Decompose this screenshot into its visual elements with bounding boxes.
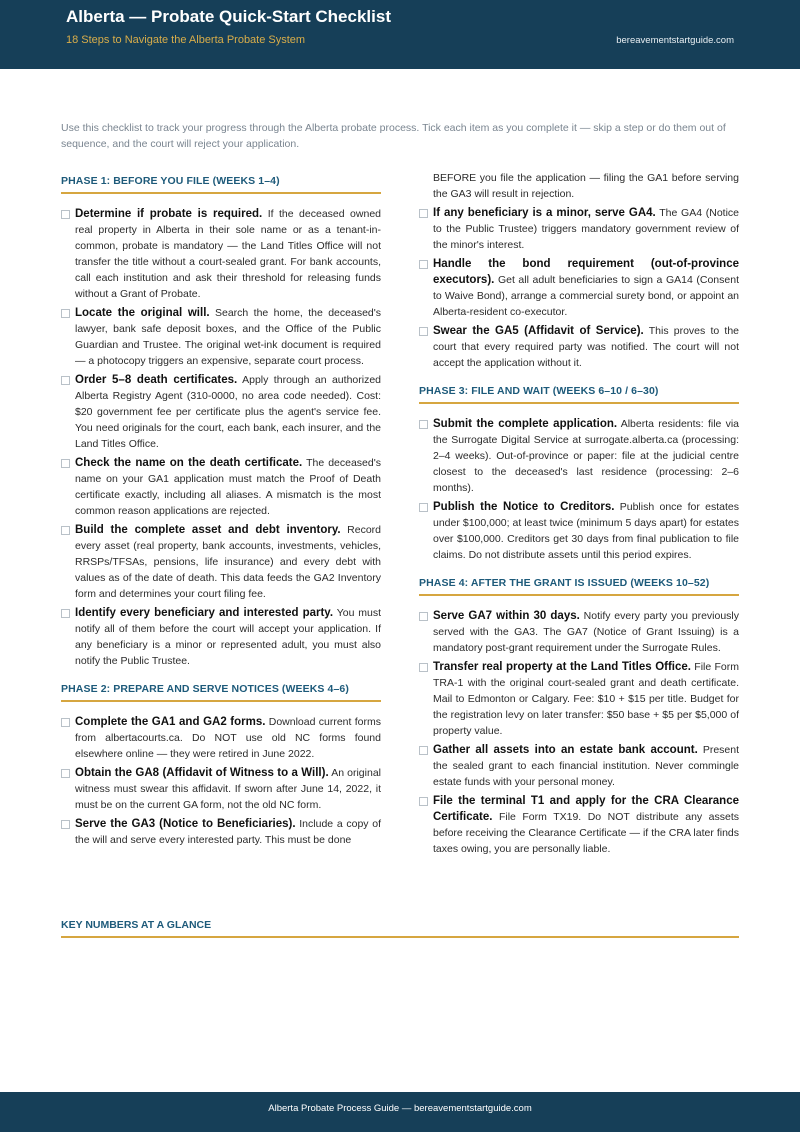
item-continuation: BEFORE you file the application — filing the GA1 before serving the GA3 will result in rejection. bbox=[433, 172, 739, 200]
item-desc: If the deceased owned real property in Alberta in their sole name or as a tenant-in-common, probate is mandatory — the Land Titles Office will not transfer the title without a court-sealed grant. For bank accounts, call each institution and ask their threshold for releasing funds without a Grant of Probate. bbox=[75, 208, 381, 300]
checkbox[interactable] bbox=[419, 503, 428, 512]
intro-text: Use this checklist to track your progress through the Alberta probate process. Tick each item as you complete it — skip a step or do them out of sequence, and the court will reject your application. bbox=[61, 122, 726, 150]
item-title: Build the complete asset and debt inventory. bbox=[75, 524, 341, 536]
phase-1-title: PHASE 1: BEFORE YOU FILE (WEEKS 1–4) bbox=[61, 170, 381, 194]
item-desc: Record every asset (real property, bank accounts, investments, vehicles, RRSPs/TFSAs, pensions, life insurance) and every debt with values as of the date of death. This data feeds the GA2 Inventory form and determines your court filing fee. bbox=[75, 524, 382, 600]
item-desc: Apply through an authorized Alberta Registry Agent (310-0000, no area code needed). Cost: $20 government fee per certificate plus the agent's service fee. You need originals for the court, each bank, each insurer, and the Land Titles Office. bbox=[75, 374, 382, 450]
phase-4-title: PHASE 4: AFTER THE GRANT IS ISSUED (WEEKS 10–52) bbox=[419, 572, 739, 596]
checklist-item bbox=[61, 605, 381, 669]
item-desc: Notify every party you previously served with the GA3. The GA7 (Notice of Grant Issuing) is a mandatory post-grant requirement under the Surrogate Rules. bbox=[433, 610, 739, 654]
item-desc: Publish once for estates under $100,000; at least twice (minimum 5 days apart) for estates over $100,000. Creditors get 30 days from final publication to file claims. Do not distribute assets until this period expires. bbox=[433, 501, 739, 561]
item-title: Transfer real property at the Land Titles Office. bbox=[433, 661, 691, 673]
checkbox[interactable] bbox=[61, 459, 70, 468]
checklist-item bbox=[61, 765, 381, 813]
item-title: Complete the GA1 and GA2 forms. bbox=[75, 716, 266, 728]
checklist-item bbox=[419, 205, 739, 253]
header-site: bereavementstartguide.com bbox=[616, 35, 734, 46]
page-title: Alberta — Probate Quick-Start Checklist bbox=[66, 7, 391, 26]
item-desc: You must notify all of them before the court will accept your application. If any beneficiary is a minor or represented adult, you must also notify the Public Trustee. bbox=[75, 607, 381, 667]
checkbox[interactable] bbox=[61, 376, 70, 385]
checkbox[interactable] bbox=[419, 612, 428, 621]
right-column bbox=[419, 170, 739, 860]
item-desc: File Form TRA-1 with the original court-sealed grant and death certificate. Mail to Edmonton or Calgary. Fee: $10 + $15 per title. Budget for the registration levy on later transfer: $50 base + $5 per $5,000 of property value. bbox=[433, 661, 739, 737]
checkbox[interactable] bbox=[61, 210, 70, 219]
item-title: Order 5–8 death certificates. bbox=[75, 374, 238, 386]
phase-3-title: PHASE 3: FILE AND WAIT (WEEKS 6–10 / 6–30) bbox=[419, 380, 739, 404]
item-title: Serve the GA3 (Notice to Beneficiaries). bbox=[75, 818, 296, 830]
item-title: Determine if probate is required. bbox=[75, 208, 263, 220]
checklist-item bbox=[61, 816, 381, 848]
item-title: Identify every beneficiary and interested party. bbox=[75, 607, 334, 619]
checkbox[interactable] bbox=[61, 718, 70, 727]
item-desc: This proves to the court that every required party was notified. The court will not accept the application without it. bbox=[433, 325, 739, 369]
checkbox[interactable] bbox=[419, 420, 428, 429]
item-title: If any beneficiary is a minor, serve GA4. bbox=[433, 207, 656, 219]
item-title: Swear the GA5 (Affidavit of Service). bbox=[433, 325, 644, 337]
checklist-item bbox=[419, 793, 739, 857]
item-desc: Search the home, the deceased's lawyer, bank safe deposit boxes, and the Office of the Public Guardian and Trustee. The original wet-ink document is required — a photocopy triggers an expensive, separate court process. bbox=[75, 307, 382, 367]
checkbox[interactable] bbox=[419, 209, 428, 218]
checkbox[interactable] bbox=[419, 797, 428, 806]
checklist-item bbox=[419, 608, 739, 656]
item-desc: The GA4 (Notice to the Public Trustee) triggers mandatory government review of the minor's interest. bbox=[433, 207, 740, 251]
item-title: Locate the original will. bbox=[75, 307, 210, 319]
item-title: Check the name on the death certificate. bbox=[75, 457, 303, 469]
page-footer: Alberta Probate Process Guide — bereavementstartguide.com bbox=[0, 1092, 800, 1132]
item-title: File the terminal T1 and apply for the CRA Clearance Certificate. bbox=[433, 795, 739, 823]
checklist-item bbox=[419, 742, 739, 790]
checklist-item bbox=[61, 305, 381, 369]
item-desc: Download current forms from albertacourts.ca. Do NOT use old NC forms found elsewhere online — they were retired in June 2022. bbox=[75, 716, 381, 760]
phase-2-title: PHASE 2: PREPARE AND SERVE NOTICES (WEEKS 4–6) bbox=[61, 678, 381, 702]
page-subtitle: 18 Steps to Navigate the Alberta Probate System bbox=[66, 34, 306, 46]
checklist-item bbox=[61, 522, 381, 602]
checklist-item bbox=[61, 372, 381, 452]
item-title: Handle the bond requirement (out-of-province executors). bbox=[433, 258, 739, 286]
left-column bbox=[61, 170, 381, 851]
item-title: Gather all assets into an estate bank account. bbox=[433, 744, 698, 756]
checklist-item bbox=[419, 416, 739, 496]
checklist-item bbox=[419, 499, 739, 563]
item-desc: Include a copy of the will and serve every interested party. This must be done bbox=[75, 818, 381, 846]
checkbox[interactable] bbox=[419, 746, 428, 755]
item-desc: The deceased's name on your GA1 application must match the Proof of Death certificate exactly, including all aliases. A mismatch is the most common reason applications are rejected. bbox=[75, 457, 381, 517]
checklist-item bbox=[61, 455, 381, 519]
page-header bbox=[0, 0, 800, 69]
checkbox[interactable] bbox=[61, 820, 70, 829]
key-numbers-title: KEY NUMBERS AT A GLANCE bbox=[61, 916, 739, 938]
item-desc: Alberta residents: file via the Surrogate Digital Service at surrogate.alberta.ca (processing: 2–4 weeks). Out-of-province or paper: file at the judicial centre closest to the deceased's last residence (processing: 2–6 months). bbox=[433, 418, 739, 494]
checklist-item bbox=[61, 714, 381, 762]
item-title: Submit the complete application. bbox=[433, 418, 618, 430]
checklist-item bbox=[61, 206, 381, 302]
checklist-item bbox=[419, 323, 739, 371]
checkbox[interactable] bbox=[61, 309, 70, 318]
item-desc: An original witness must swear this affidavit. If sworn after June 14, 2022, it must be on the current GA form, not the old NC form. bbox=[75, 767, 381, 811]
item-title: Publish the Notice to Creditors. bbox=[433, 501, 615, 513]
checkbox[interactable] bbox=[61, 609, 70, 618]
checkbox[interactable] bbox=[419, 327, 428, 336]
item-desc: Present the sealed grant to each financial institution. Never commingle estate funds with your personal money. bbox=[433, 744, 739, 788]
checkbox[interactable] bbox=[419, 260, 428, 269]
checkbox[interactable] bbox=[61, 526, 70, 535]
item-title: Obtain the GA8 (Affidavit of Witness to a Will). bbox=[75, 767, 329, 779]
checkbox[interactable] bbox=[419, 663, 428, 672]
checklist-item bbox=[419, 256, 739, 320]
item-desc: Get all adult beneficiaries to sign a GA14 (Consent to Waive Bond), arrange a commercial surety bond, or appoint an Alberta-resident co-executor. bbox=[433, 274, 739, 318]
checklist-item bbox=[419, 659, 739, 739]
checkbox[interactable] bbox=[61, 769, 70, 778]
item-title: Serve GA7 within 30 days. bbox=[433, 610, 580, 622]
item-desc: File Form TX19. Do NOT distribute any assets before receiving the Clearance Certificate — if the CRA later finds taxes owing, you are personally liable. bbox=[433, 811, 740, 855]
